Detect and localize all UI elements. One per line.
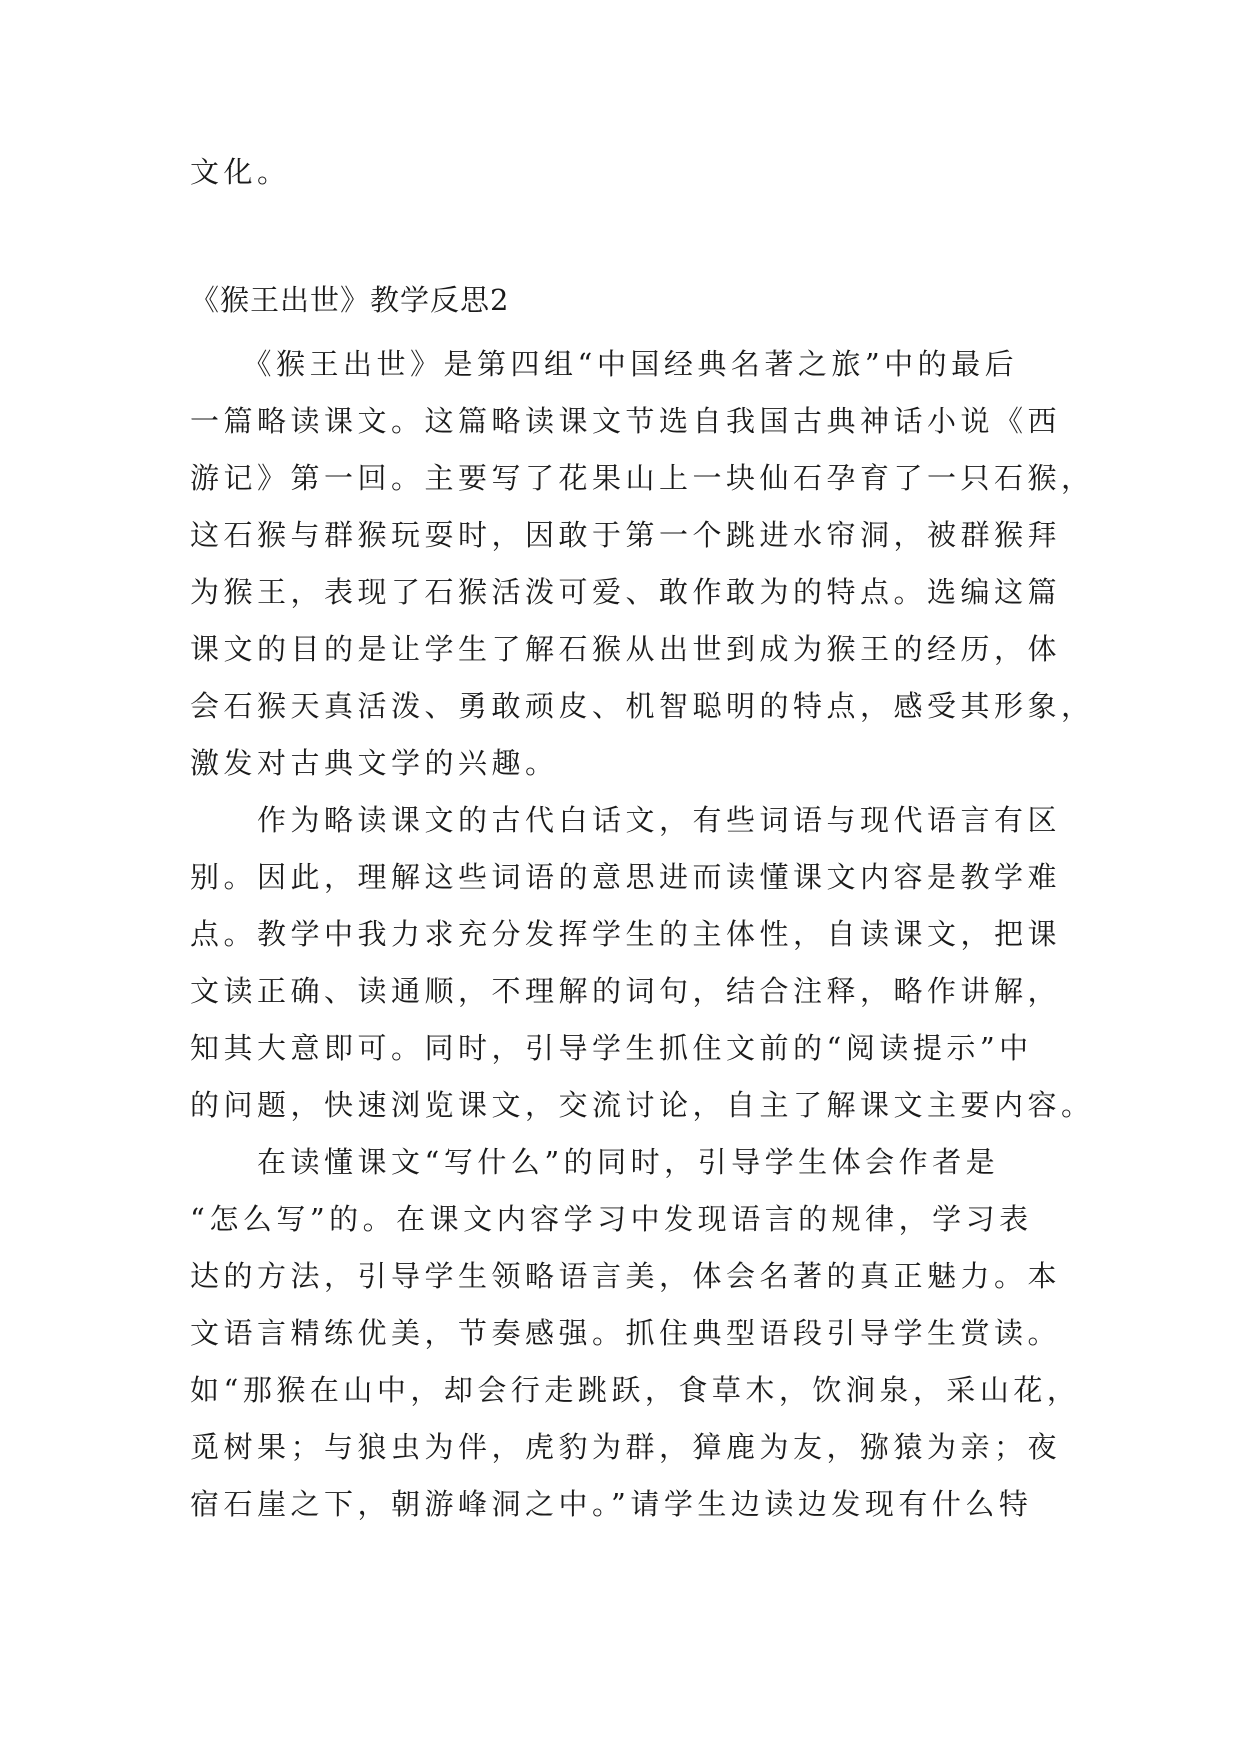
paragraph-line: 宿石崖之下，朝游峰洞之中。”请学生边读边发现有什么特 — [190, 1487, 1033, 1521]
paragraph-line: 游记》第一回。主要写了花果山上一块仙石孕育了一只石猴， — [190, 461, 1095, 495]
section-title: 《猴王出世》教学反思2 — [190, 283, 510, 317]
paragraph-line: 文读正确、读通顺，不理解的词句，结合注释，略作讲解， — [190, 974, 1062, 1008]
paragraph-line: 会石猴天真活泼、勇敢顽皮、机智聪明的特点，感受其形象， — [190, 689, 1095, 723]
paragraph-line: 点。教学中我力求充分发挥学生的主体性，自读课文，把课 — [190, 917, 1062, 951]
paragraph-line: 知其大意即可。同时，引导学生抓住文前的“阅读提示”中 — [190, 1031, 1033, 1065]
paragraph-line: 为猴王，表现了石猴活泼可爱、敢作敢为的特点。选编这篇 — [190, 575, 1062, 609]
paragraph-line: 课文的目的是让学生了解石猴从出世到成为猴王的经历，体 — [190, 632, 1062, 666]
paragraph-line: 激发对古典文学的兴趣。 — [190, 746, 559, 780]
paragraph-line: 文语言精练优美，节奏感强。抓住典型语段引导学生赏读。 — [190, 1316, 1062, 1350]
paragraph-line: 在读懂课文“写什么”的同时，引导学生体会作者是 — [190, 1145, 1000, 1179]
paragraph-line: 作为略读课文的古代白话文，有些词语与现代语言有区 — [190, 803, 1062, 837]
lead-line: 文化。 — [190, 155, 291, 189]
paragraph-line: 达的方法，引导学生领略语言美，体会名著的真正魅力。本 — [190, 1259, 1062, 1293]
paragraph-line: 这石猴与群猴玩耍时，因敢于第一个跳进水帘洞，被群猴拜 — [190, 518, 1062, 552]
paragraph-line: 一篇略读课文。这篇略读课文节选自我国古典神话小说《西 — [190, 404, 1062, 438]
paragraph-line: 如“那猴在山中，却会行走跳跃，食草木，饮涧泉，采山花， — [190, 1373, 1081, 1407]
paragraph-line: 《猴王出世》是第四组“中国经典名著之旅”中的最后 — [190, 347, 1019, 381]
paragraph-line: 觅树果；与狼虫为伴，虎豹为群，獐鹿为友，猕猿为亲；夜 — [190, 1430, 1062, 1464]
paragraph-line: 别。因此，理解这些词语的意思进而读懂课文内容是教学难 — [190, 860, 1062, 894]
paragraph-line: 的问题，快速浏览课文，交流讨论，自主了解课文主要内容。 — [190, 1088, 1095, 1122]
paragraph-line: “怎么写”的。在课文内容学习中发现语言的规律，学习表 — [190, 1202, 1033, 1236]
